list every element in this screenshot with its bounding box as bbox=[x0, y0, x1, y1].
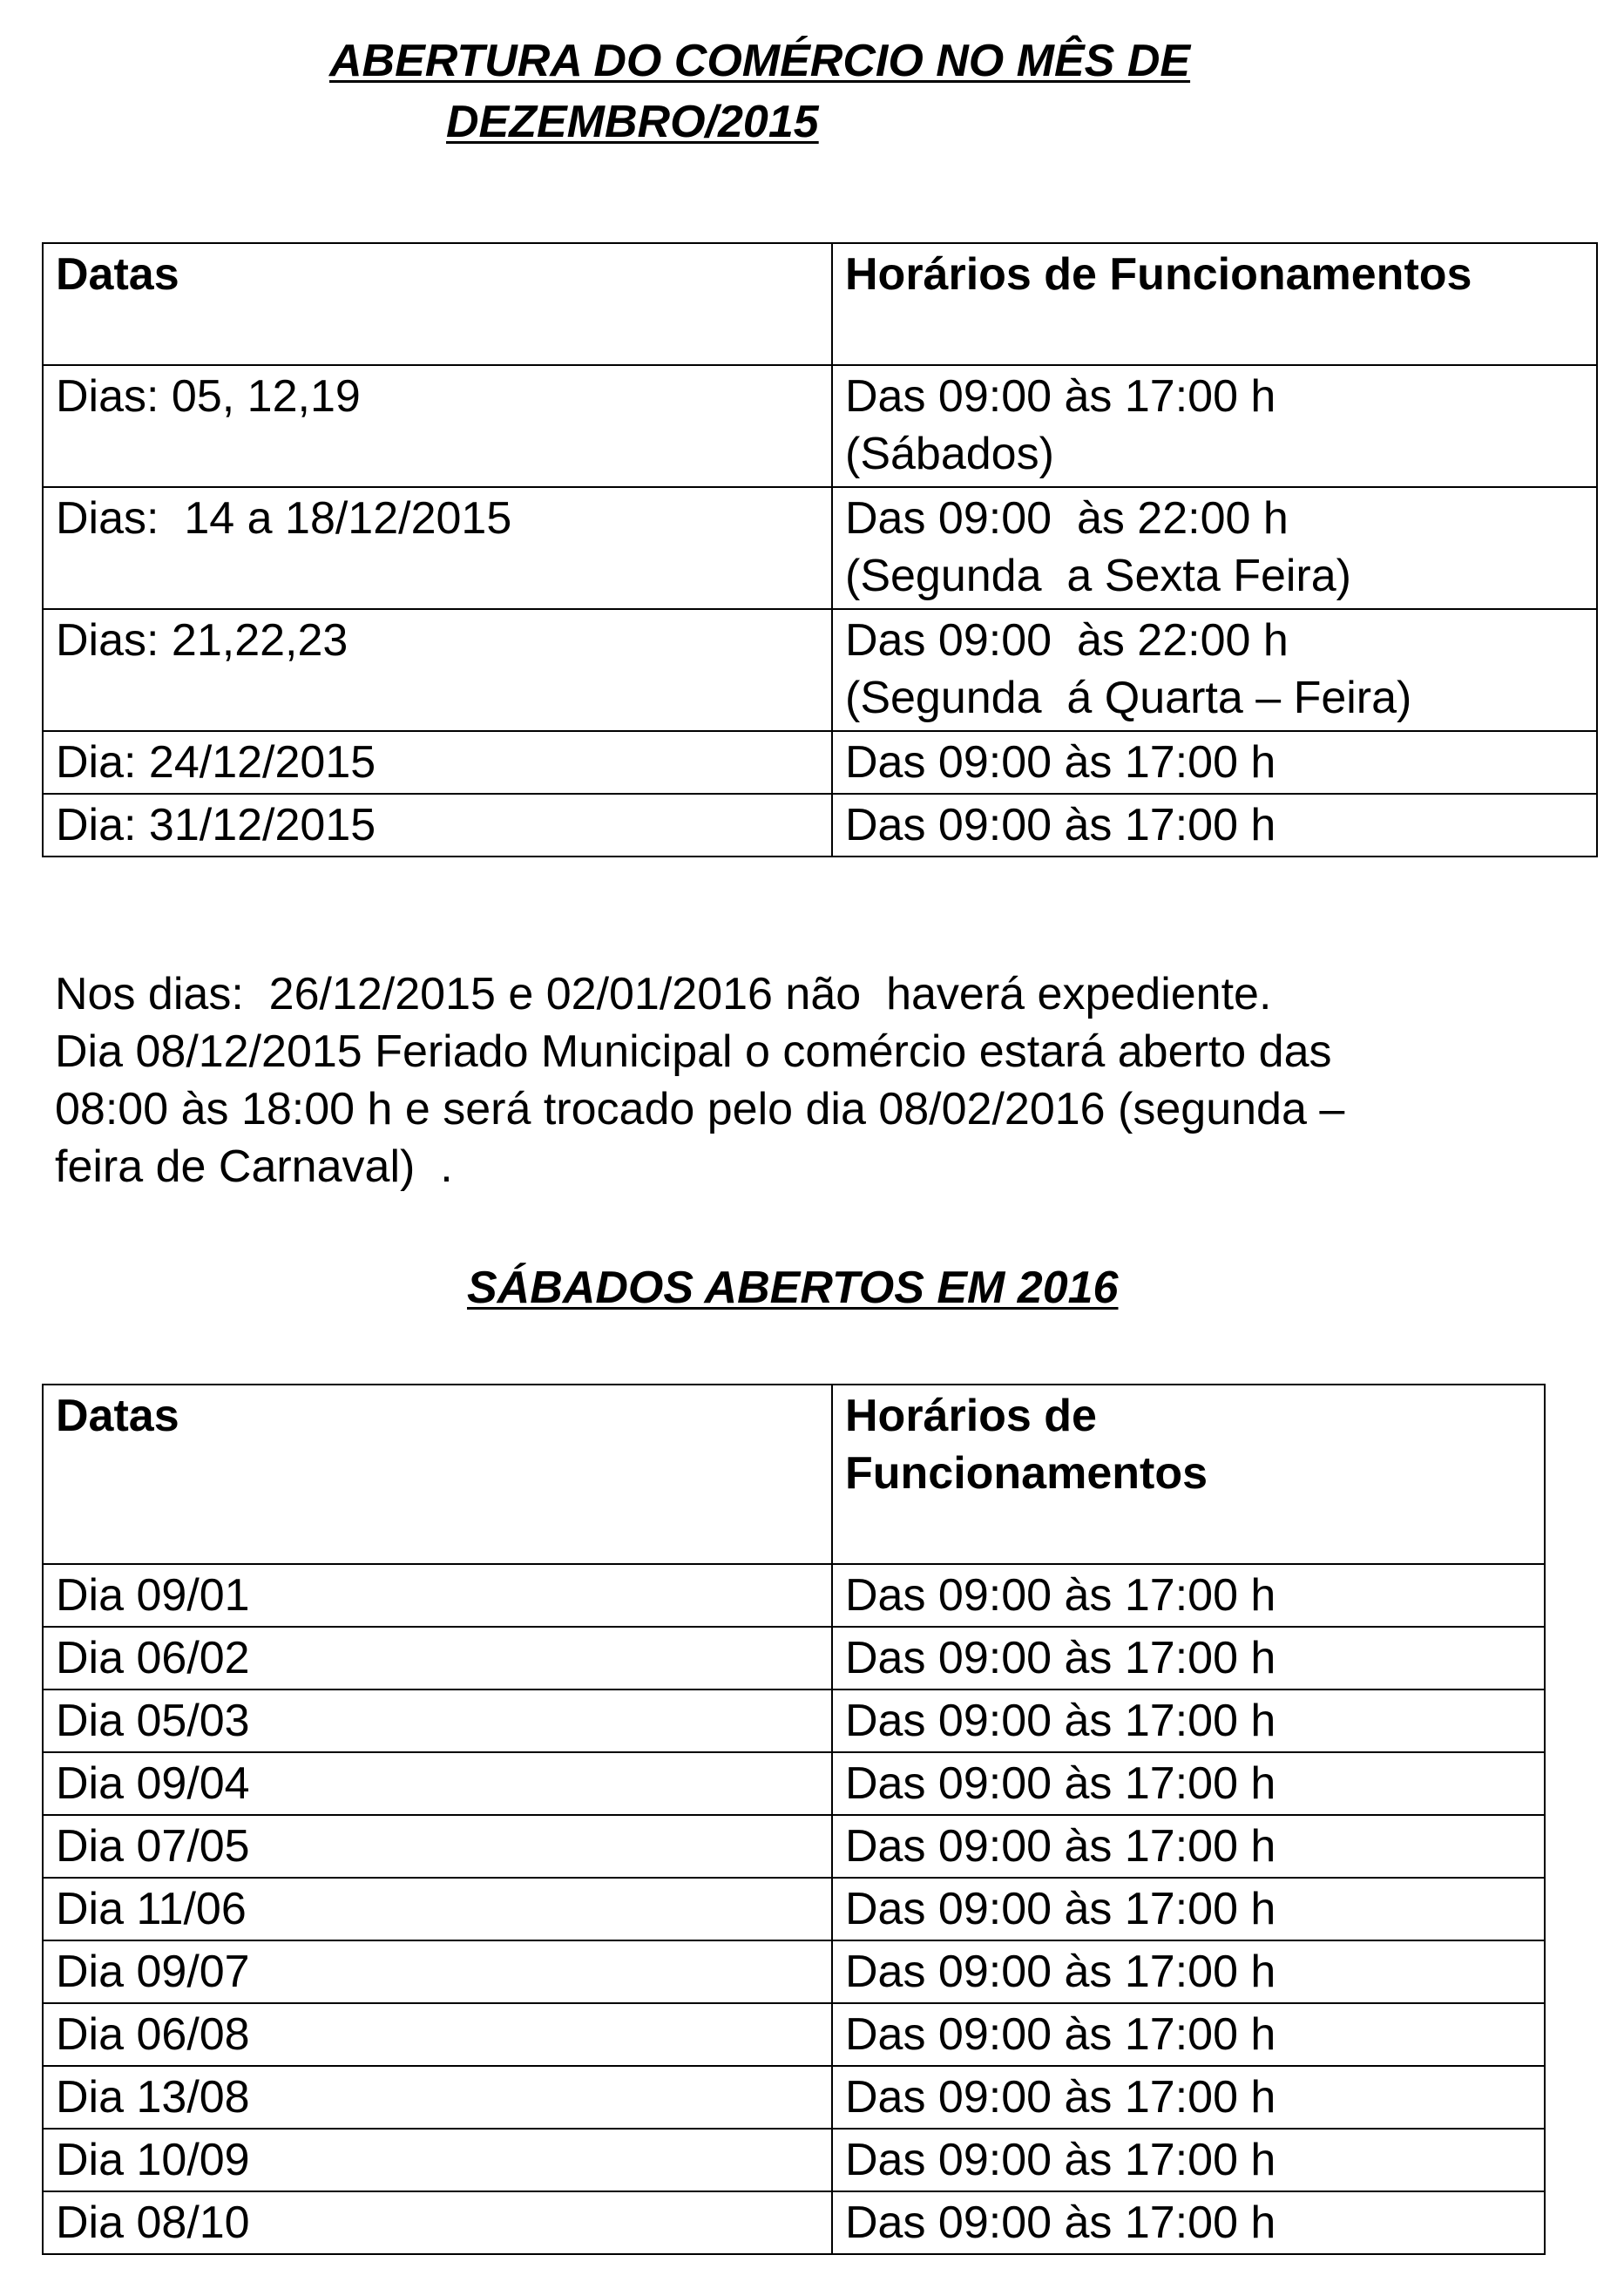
saturdays-schedule-table bbox=[42, 1384, 1546, 2255]
hours-note: (Sábados) bbox=[845, 429, 1054, 479]
december-schedule-table bbox=[42, 242, 1598, 857]
date-cell: Dias: 14 a 18/12/2015 bbox=[43, 487, 832, 609]
hours-cell: Das 09:00 às 17:00 h bbox=[832, 1564, 1545, 1627]
column-header-dates: Datas bbox=[43, 1385, 832, 1564]
column-header-hours-line-1: Horários de bbox=[845, 1391, 1097, 1441]
notes-line: feira de Carnaval) . bbox=[55, 1141, 453, 1192]
date-cell: Dia 07/05 bbox=[43, 1815, 832, 1878]
hours-cell: Das 09:00 às 17:00 h bbox=[832, 1627, 1545, 1689]
date-cell: Dia 10/09 bbox=[43, 2129, 832, 2191]
date-cell: Dia 13/08 bbox=[43, 2066, 832, 2129]
hours-line: Das 09:00 às 22:00 h bbox=[845, 615, 1289, 666]
table-row bbox=[43, 1564, 1545, 1627]
hours-cell: Das 09:00 às 17:00 h bbox=[832, 794, 1597, 857]
date-cell: Dia 06/02 bbox=[43, 1627, 832, 1689]
column-header-hours-line-2: Funcionamentos bbox=[845, 1448, 1208, 1499]
notes-paragraph bbox=[55, 965, 1588, 1195]
table-row bbox=[43, 2003, 1545, 2066]
hours-cell bbox=[832, 487, 1597, 609]
table-row bbox=[43, 1940, 1545, 2003]
date-cell: Dia 09/01 bbox=[43, 1564, 832, 1627]
table-row bbox=[43, 1627, 1545, 1689]
table-row bbox=[43, 2191, 1545, 2254]
column-header-dates: Datas bbox=[43, 243, 832, 365]
hours-cell: Das 09:00 às 17:00 h bbox=[832, 1878, 1545, 1940]
column-header-hours bbox=[832, 1385, 1545, 1564]
table-row bbox=[43, 731, 1597, 794]
document-title-line-2: DEZEMBRO/2015 bbox=[446, 97, 819, 147]
saturdays-section-title: SÁBADOS ABERTOS EM 2016 bbox=[467, 1263, 1119, 1313]
table-header-row bbox=[43, 243, 1597, 365]
date-cell: Dia 09/04 bbox=[43, 1752, 832, 1815]
hours-line: Das 09:00 às 22:00 h bbox=[845, 493, 1289, 544]
hours-cell bbox=[832, 365, 1597, 487]
table-row bbox=[43, 1878, 1545, 1940]
hours-note: (Segunda a Sexta Feira) bbox=[845, 551, 1351, 601]
hours-cell: Das 09:00 às 17:00 h bbox=[832, 1752, 1545, 1815]
hours-line: Das 09:00 às 17:00 h bbox=[845, 371, 1276, 422]
hours-cell bbox=[832, 609, 1597, 731]
date-cell: Dia 05/03 bbox=[43, 1689, 832, 1752]
table-row bbox=[43, 487, 1597, 609]
table-header-row bbox=[43, 1385, 1545, 1564]
date-cell: Dia 09/07 bbox=[43, 1940, 832, 2003]
date-cell: Dia 06/08 bbox=[43, 2003, 832, 2066]
table-row bbox=[43, 1815, 1545, 1878]
document-title-line-1: ABERTURA DO COMÉRCIO NO MÊS DE bbox=[329, 36, 1191, 86]
date-cell: Dias: 21,22,23 bbox=[43, 609, 832, 731]
table-row bbox=[43, 794, 1597, 857]
table-row bbox=[43, 2066, 1545, 2129]
date-cell: Dia: 31/12/2015 bbox=[43, 794, 832, 857]
notes-line: Dia 08/12/2015 Feriado Municipal o comércio estará aberto das bbox=[55, 1026, 1332, 1077]
hours-cell: Das 09:00 às 17:00 h bbox=[832, 731, 1597, 794]
hours-cell: Das 09:00 às 17:00 h bbox=[832, 1689, 1545, 1752]
column-header-hours: Horários de Funcionamentos bbox=[832, 243, 1597, 365]
date-cell: Dia 11/06 bbox=[43, 1878, 832, 1940]
hours-cell: Das 09:00 às 17:00 h bbox=[832, 2003, 1545, 2066]
hours-cell: Das 09:00 às 17:00 h bbox=[832, 2191, 1545, 2254]
notes-line: 08:00 às 18:00 h e será trocado pelo dia 08/02/2016 (segunda – bbox=[55, 1084, 1345, 1134]
date-cell: Dia: 24/12/2015 bbox=[43, 731, 832, 794]
table-row bbox=[43, 1752, 1545, 1815]
hours-cell: Das 09:00 às 17:00 h bbox=[832, 1815, 1545, 1878]
hours-note: (Segunda á Quarta – Feira) bbox=[845, 673, 1412, 723]
table-row bbox=[43, 365, 1597, 487]
table-row bbox=[43, 609, 1597, 731]
hours-cell: Das 09:00 às 17:00 h bbox=[832, 2129, 1545, 2191]
date-cell: Dias: 05, 12,19 bbox=[43, 365, 832, 487]
hours-cell: Das 09:00 às 17:00 h bbox=[832, 1940, 1545, 2003]
date-cell: Dia 08/10 bbox=[43, 2191, 832, 2254]
hours-cell: Das 09:00 às 17:00 h bbox=[832, 2066, 1545, 2129]
table-row bbox=[43, 2129, 1545, 2191]
notes-line: Nos dias: 26/12/2015 e 02/01/2016 não haverá expediente. bbox=[55, 969, 1272, 1019]
table-row bbox=[43, 1689, 1545, 1752]
